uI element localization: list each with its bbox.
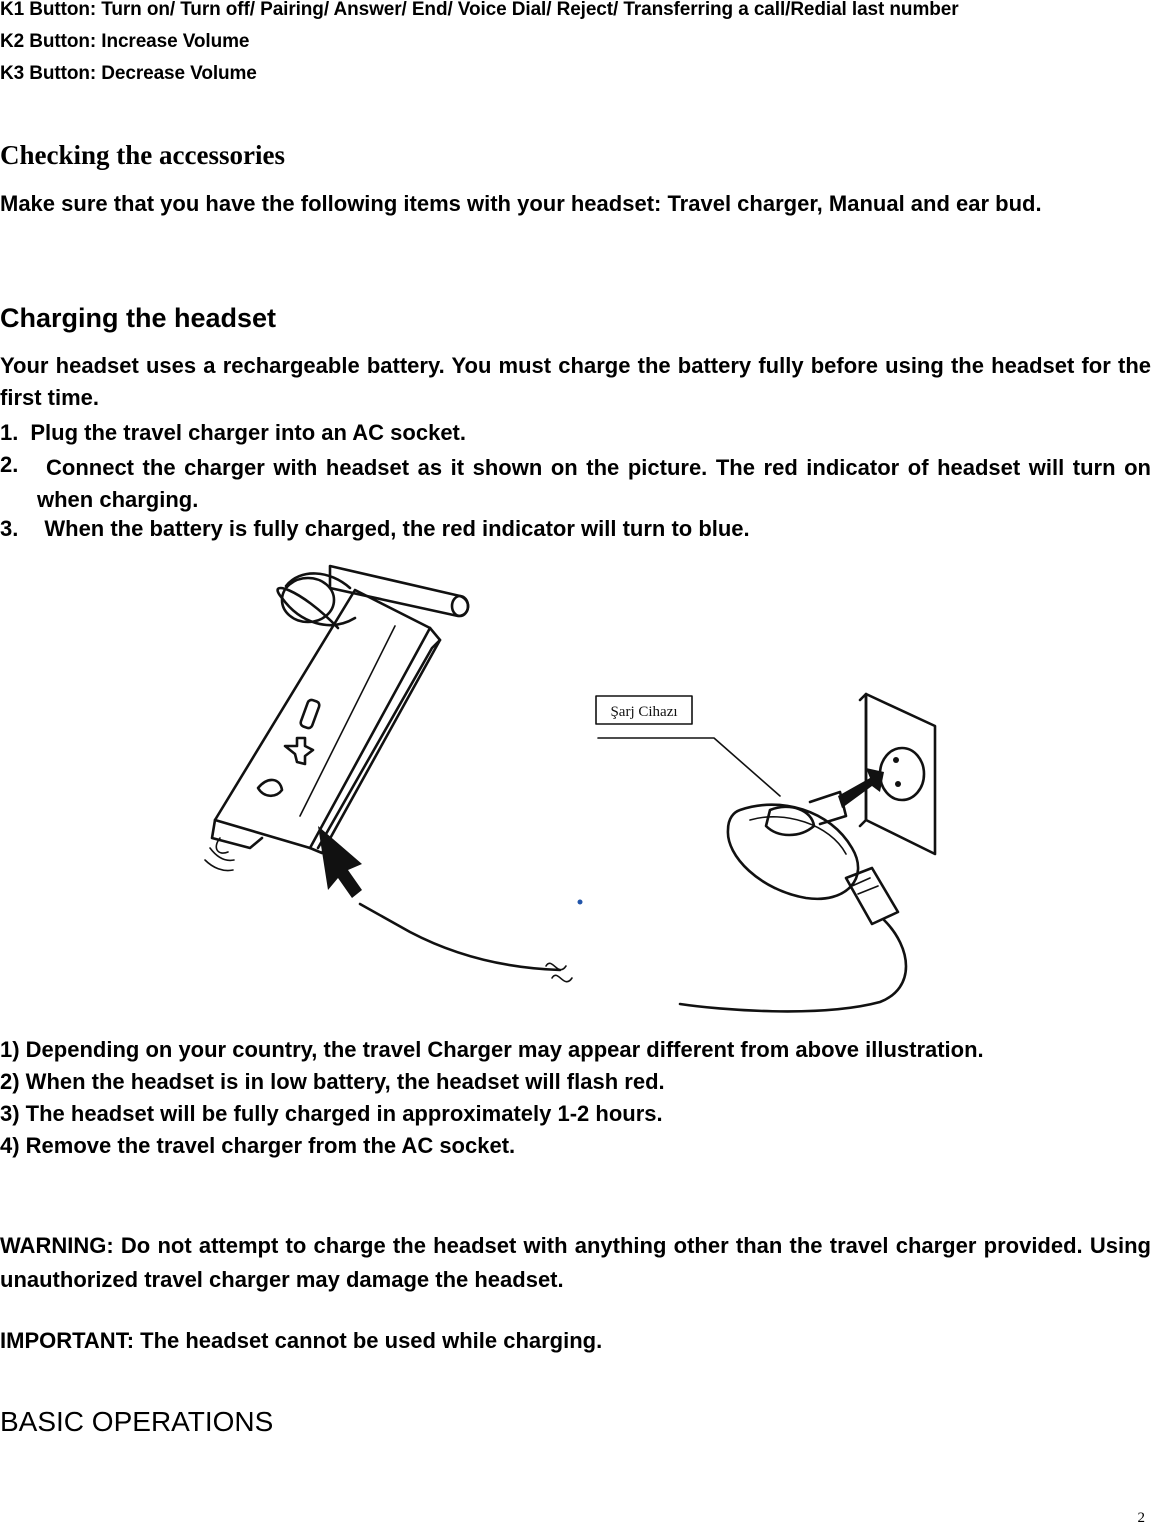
page-number: 2 [1137, 1510, 1145, 1526]
k3-button-description: K3 Button: Decrease Volume [0, 63, 257, 84]
important-text: IMPORTANT: The headset cannot be used while charging. [0, 1328, 603, 1353]
step-text: Connect the charger with headset as it shown on the picture. The red indicator of headset will turn on when charging. [37, 455, 1151, 512]
note-4: 4) Remove the travel charger from the AC socket. [0, 1133, 516, 1158]
charging-step-3 [0, 516, 750, 542]
note-2: 2) When the headset is in low battery, the headset will flash red. [0, 1069, 665, 1094]
charging-step-2 [0, 452, 1151, 516]
note-1: 1) Depending on your country, the travel Charger may appear different from above illustration. [0, 1037, 984, 1062]
accessories-heading: Checking the accessories [0, 140, 285, 170]
step-number: 1. [0, 420, 19, 445]
accessories-body: Make sure that you have the following items with your headset: Travel charger, Manual and ear bud. [0, 191, 1042, 216]
charging-heading: Charging the headset [0, 303, 277, 333]
step-text: Plug the travel charger into an AC socket. [30, 420, 466, 445]
basic-operations-heading: BASIC OPERATIONS [0, 1406, 274, 1437]
step-number: 2. [0, 452, 19, 477]
charger-label: Şarj Cihazı [610, 704, 678, 720]
charging-body: Your headset uses a rechargeable battery. You must charge the battery fully before using the headset for the first time. [0, 353, 1151, 410]
k2-button-description: K2 Button: Increase Volume [0, 31, 250, 52]
warning-text: WARNING: Do not attempt to charge the headset with anything other than the travel charger provided. Using unauthorized travel charger may damage the headset. [0, 1233, 1151, 1292]
step-text: When the battery is fully charged, the red indicator will turn to blue. [44, 516, 750, 541]
headset-drawing [205, 566, 468, 871]
arrow-to-socket [838, 768, 884, 808]
k1-button-description: K1 Button: Turn on/ Turn off/ Pairing/ Answer/ End/ Voice Dial/ Reject/ Transferring a call/Redial last number [0, 0, 959, 20]
charging-step-1 [0, 420, 466, 446]
arrow-to-headset [318, 826, 362, 898]
note-3: 3) The headset will be fully charged in approximately 1-2 hours. [0, 1101, 663, 1126]
step-number: 3. [0, 516, 19, 541]
charging-illustration [0, 548, 1151, 1013]
